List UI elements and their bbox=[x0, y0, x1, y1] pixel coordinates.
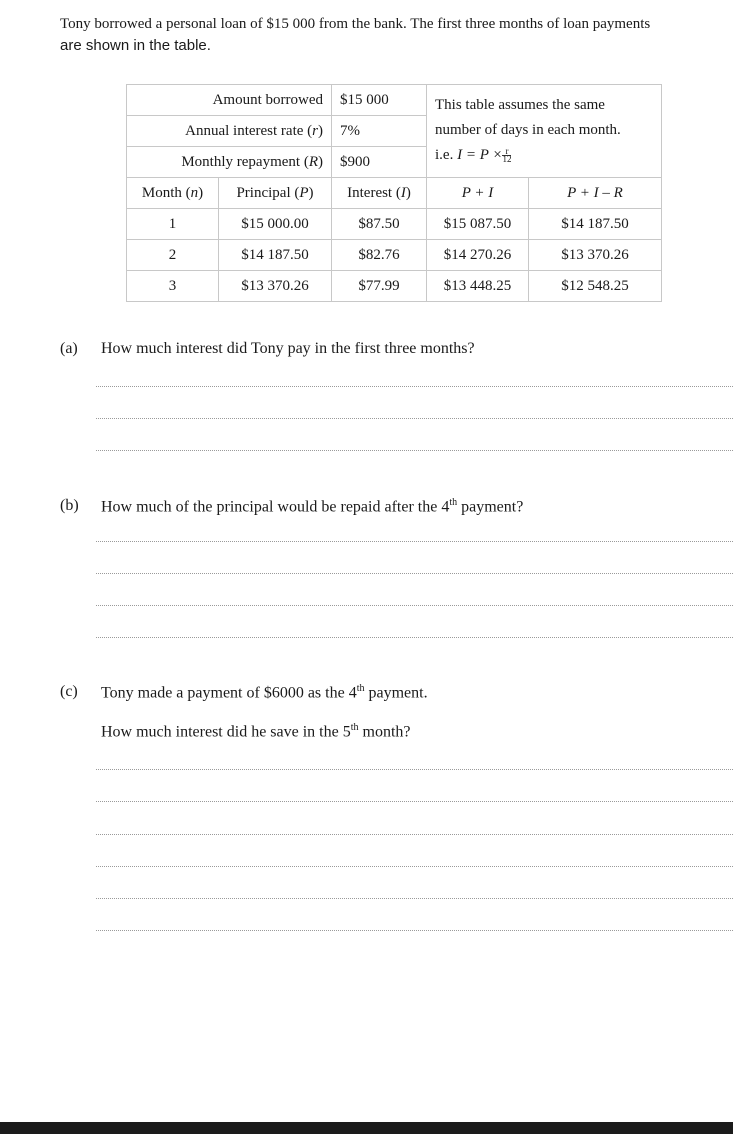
intro-line1-suffix: from the bank. The first three months of loan payments bbox=[315, 16, 651, 32]
monthly-repayment-label bbox=[127, 147, 332, 178]
amount-borrowed-row bbox=[127, 85, 662, 116]
cell-month: 3 bbox=[127, 271, 219, 302]
question-c-text: Tony made a payment of $6000 as the 4th payment. bbox=[101, 683, 428, 702]
answer-line[interactable] bbox=[96, 605, 733, 606]
assumption-note bbox=[427, 85, 662, 178]
table-row bbox=[127, 240, 662, 271]
intro-line1-prefix: Tony borrowed a personal loan of bbox=[60, 16, 267, 32]
interest-rate-label-text: Annual interest rate ( bbox=[185, 122, 313, 139]
monthly-repayment-value: $900 bbox=[332, 147, 427, 178]
answer-line[interactable] bbox=[96, 541, 733, 542]
answer-line[interactable] bbox=[96, 930, 733, 931]
monthly-repayment-label-end: ) bbox=[318, 153, 323, 170]
cell-p-plus-i: $14 270.26 bbox=[427, 240, 529, 271]
header-p-plus-i: P + I bbox=[427, 178, 529, 209]
bottom-bar bbox=[0, 1122, 733, 1134]
answer-line[interactable] bbox=[96, 637, 733, 638]
answer-line[interactable] bbox=[96, 898, 733, 899]
loan-table bbox=[126, 84, 662, 302]
intro-line2: are shown in the table. bbox=[60, 37, 211, 54]
frac-denominator: 12 bbox=[502, 154, 512, 165]
question-c-label: (c) bbox=[60, 683, 78, 700]
answer-line[interactable] bbox=[96, 418, 733, 419]
frac-numerator: r bbox=[502, 148, 511, 156]
monthly-repayment-var: R bbox=[308, 153, 318, 170]
answer-line[interactable] bbox=[96, 573, 733, 574]
intro-amount: $15 000 bbox=[266, 16, 316, 32]
cell-balance: $12 548.25 bbox=[529, 271, 662, 302]
note-formula: I = P × bbox=[457, 147, 503, 163]
cell-interest: $87.50 bbox=[332, 209, 427, 240]
question-b-label: (b) bbox=[60, 497, 79, 514]
interest-rate-var: r bbox=[312, 122, 318, 139]
question-a-text: How much interest did Tony pay in the first three months? bbox=[101, 340, 475, 357]
interest-rate-label-end: ) bbox=[318, 122, 323, 139]
answer-line[interactable] bbox=[96, 866, 733, 867]
monthly-repayment-label-text: Monthly repayment ( bbox=[181, 153, 309, 170]
answer-line[interactable] bbox=[96, 386, 733, 387]
note-line2: number of days in each month. bbox=[435, 122, 621, 138]
cell-interest: $82.76 bbox=[332, 240, 427, 271]
note-fraction bbox=[502, 148, 511, 163]
answer-line[interactable] bbox=[96, 769, 733, 770]
table-header-row bbox=[127, 178, 662, 209]
note-line1: This table assumes the same bbox=[435, 97, 605, 113]
note-ie: i.e. bbox=[435, 147, 458, 163]
interest-rate-value: 7% bbox=[332, 116, 427, 147]
interest-rate-label bbox=[127, 116, 332, 147]
question-a-label: (a) bbox=[60, 340, 78, 357]
header-p-plus-i-minus-r: P + I – R bbox=[529, 178, 662, 209]
amount-borrowed-value: $15 000 bbox=[332, 85, 427, 116]
table-row bbox=[127, 271, 662, 302]
question-b-text: How much of the principal would be repaid after the 4th payment? bbox=[101, 497, 524, 516]
answer-line[interactable] bbox=[96, 834, 733, 835]
cell-balance: $14 187.50 bbox=[529, 209, 662, 240]
cell-interest: $77.99 bbox=[332, 271, 427, 302]
cell-principal: $14 187.50 bbox=[219, 240, 332, 271]
cell-month: 2 bbox=[127, 240, 219, 271]
intro-text bbox=[60, 13, 730, 56]
answer-line[interactable] bbox=[96, 450, 733, 451]
note-line3 bbox=[435, 143, 661, 168]
cell-principal: $15 000.00 bbox=[219, 209, 332, 240]
cell-balance: $13 370.26 bbox=[529, 240, 662, 271]
answer-line[interactable] bbox=[96, 801, 733, 802]
amount-borrowed-label: Amount borrowed bbox=[127, 85, 332, 116]
header-interest: Interest (I) bbox=[332, 178, 427, 209]
cell-p-plus-i: $13 448.25 bbox=[427, 271, 529, 302]
cell-principal: $13 370.26 bbox=[219, 271, 332, 302]
header-principal: Principal (P) bbox=[219, 178, 332, 209]
cell-p-plus-i: $15 087.50 bbox=[427, 209, 529, 240]
table-row bbox=[127, 209, 662, 240]
cell-month: 1 bbox=[127, 209, 219, 240]
question-c-text2: How much interest did he save in the 5th month? bbox=[101, 722, 411, 741]
header-month: Month (n) bbox=[127, 178, 219, 209]
